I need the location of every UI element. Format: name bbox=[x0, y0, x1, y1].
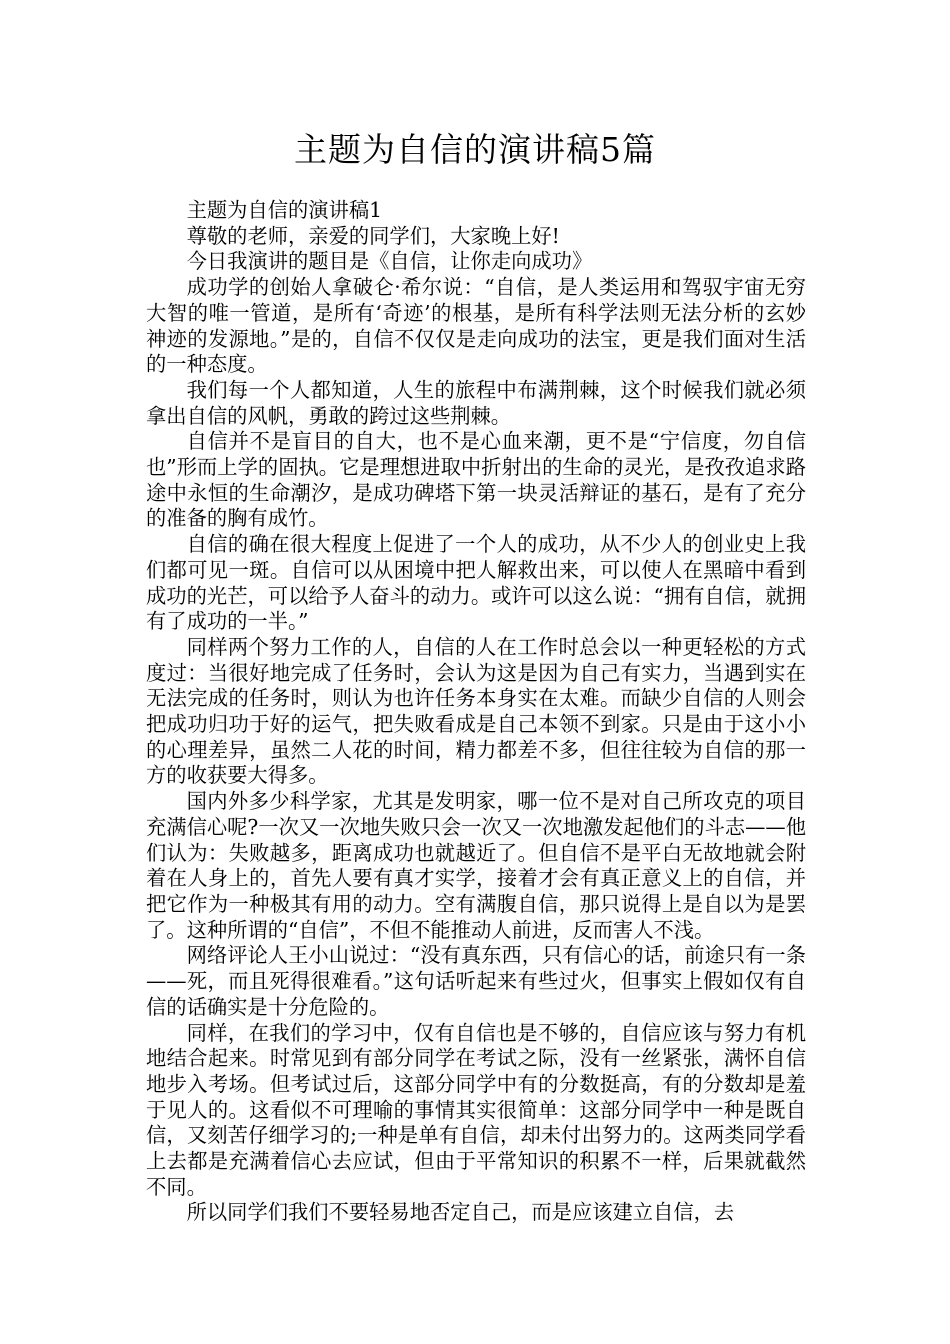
paragraph-greeting: 尊敬的老师，亲爱的同学们，大家晚上好! bbox=[186, 223, 560, 248]
paragraph: 成功学的创始人拿破仑·希尔说：“自信，是人类运用和驾驭宇宙无穷大智的唯一管道，是所有‘奇迹’的根基，是所有科学法则无法分析的玄妙神迹的发源地。”是的，自信不仅仅是走向成功的法宝，更是我们面对生活的一种态度。 bbox=[146, 275, 806, 377]
paragraph: 网络评论人王小山说过：“没有真东西，只有信心的话，前途只有一条——死，而且死得很难看。”这句话听起来有些过火，但事实上假如仅有自信的话确实是十分危险的。 bbox=[146, 943, 806, 1019]
document-title: 主题为自信的演讲稿5篇 bbox=[294, 130, 656, 169]
document-body bbox=[146, 198, 806, 1226]
paragraph: 我们每一个人都知道，人生的旅程中布满荆棘，这个时候我们就必须拿出自信的风帆，勇敢的跨过这些荆棘。 bbox=[146, 377, 806, 428]
paragraph-heading: 主题为自信的演讲稿1 bbox=[186, 198, 383, 222]
paragraph: 同样两个努力工作的人，自信的人在工作时总会以一种更轻松的方式度过：当很好地完成了任务时，会认为这是因为自己有实力，当遇到实在无法完成的任务时，则认为也许任务本身实在太难。而缺少自信的人则会把成功归功于好的运气，把失败看成是自己本领不到家。只是由于这小小的心理差异，虽然二人花的时间，精力都差不多，但往往较为自信的那一方的收获要大得多。 bbox=[146, 634, 806, 788]
paragraph: 自信的确在很大程度上促进了一个人的成功，从不少人的创业史上我们都可见一斑。自信可以从困境中把人解救出来，可以使人在黑暗中看到成功的光芒，可以给予人奋斗的动力。或许可以这么说：“拥有自信，就拥有了成功的一半。” bbox=[146, 532, 806, 634]
paragraph-topic: 今日我演讲的题目是《自信，让你走向成功》 bbox=[186, 249, 593, 274]
paragraph: 自信并不是盲目的自大，也不是心血来潮，更不是“宁信度，勿自信也”形而上学的固执。它是理想进取中折射出的生命的灵光，是孜孜追求路途中永恒的生命潮汐，是成功碑塔下第一块灵活辩证的基石，是有了充分的准备的胸有成竹。 bbox=[146, 429, 806, 531]
paragraph: 国内外多少科学家，尤其是发明家，哪一位不是对自己所攻克的项目充满信心呢?一次又一次地失败只会一次又一次地激发起他们的斗志——他们认为：失败越多，距离成功也就越近了。但自信不是平白无故地就会附着在人身上的，首先人要有真才实学，接着才会有真正意义上的自信，并把它作为一种极其有用的动力。空有满腹自信，那只说得上是自以为是罢了。这种所谓的“自信”，不但不能推动人前进，反而害人不浅。 bbox=[146, 789, 806, 942]
paragraph: 同样，在我们的学习中，仅有自信也是不够的，自信应该与努力有机地结合起来。时常见到有部分同学在考试之际，没有一丝紧张，满怀自信地步入考场。但考试过后，这部分同学中有的分数挺高，有的分数却是羞于见人的。这看似不可理喻的事情其实很简单：这部分同学中一种是既自信，又刻苦仔细学习的;一种是单有自信，却未付出努力的。这两类同学看上去都是充满着信心去应试，但由于平常知识的积累不一样，后果就截然不同。 bbox=[146, 1020, 806, 1199]
paragraph: 所以同学们我们不要轻易地否定自己，而是应该建立自信，去 bbox=[186, 1200, 735, 1225]
